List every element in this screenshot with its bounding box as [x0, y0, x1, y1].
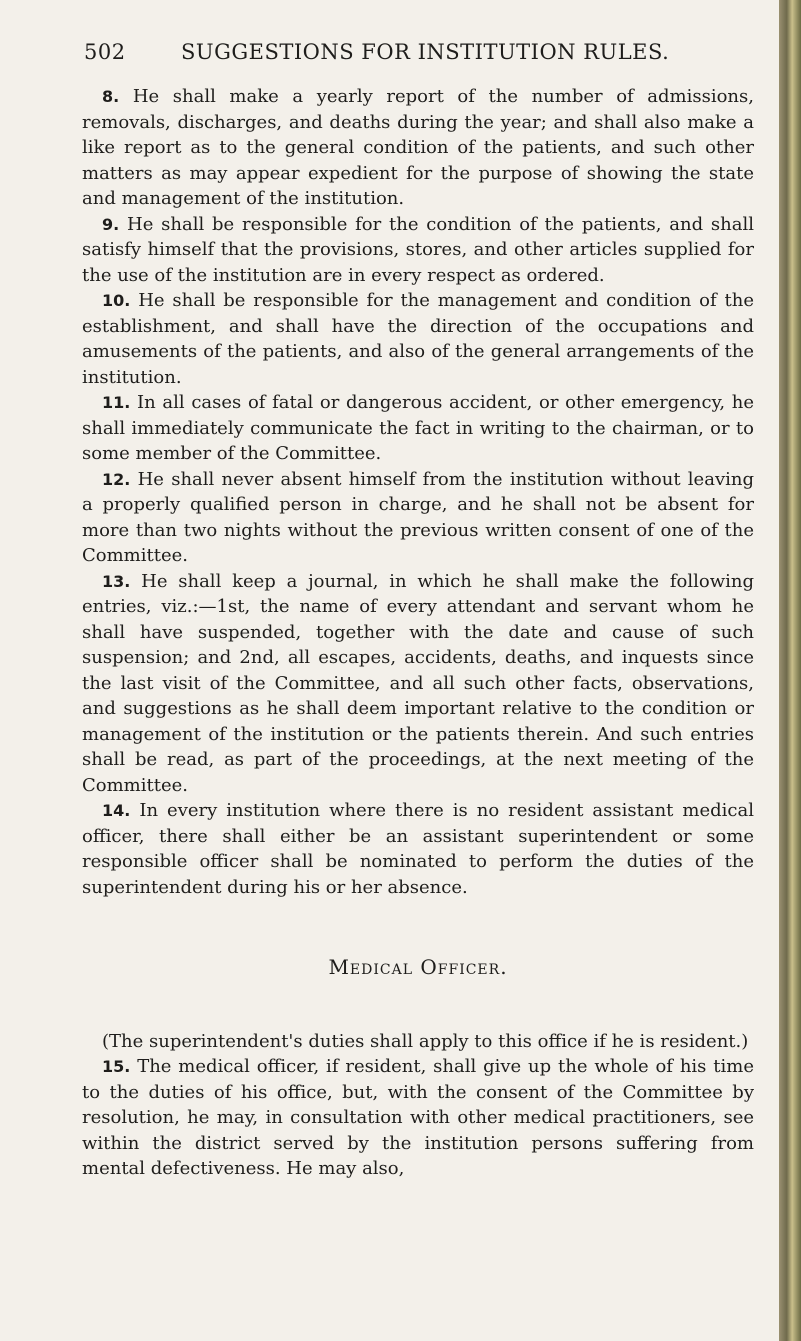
rule-number: 9. — [102, 214, 120, 234]
rule-paragraph — [82, 212, 754, 289]
section-note: (The superintendent's duties shall apply to this office if he is resident.) — [102, 1030, 749, 1052]
rule-text: He shall keep a journal, in which he shall make the following entries, viz.:—1st, the name of every attendant and servant whom he shall have suspended, together with the date and cause of such suspension; and 2nd, all escapes, accidents, deaths, and inquests since the last visit of the Committee, and all such other facts, observations, and suggestions as he shall deem important relative to the condition or management of the institution or the patients therein. And such entries shall be read, as part of the proceedings, at the next meeting of the Committee. — [82, 570, 754, 796]
rule-paragraph — [82, 467, 754, 569]
rule-paragraph — [82, 288, 754, 390]
running-title: SUGGESTIONS FOR INSTITUTION RULES. — [181, 40, 670, 64]
rule-number: 14. — [102, 801, 131, 820]
section-heading: Medical Officer. — [328, 955, 508, 979]
rule-number: 10. — [102, 291, 131, 310]
rule-text: He shall be responsible for the management and condition of the establishment, and shall have the direction of the occupations and amusements of the patients, and also of the general arrangements of the institution. — [82, 290, 754, 388]
rule-paragraph — [82, 798, 754, 900]
rule-text: He shall never absent himself from the institution without leaving a properly qualified person in charge, and he shall not be absent for more than two nights without the previous written consent of one of the Committee. — [82, 468, 754, 566]
rule-number: 13. — [102, 571, 131, 591]
rule-text: In all cases of fatal or dangerous accident, or other emergency, he shall immediately communicate the fact in writing to the chairman, or to some member of the Committee. — [82, 392, 754, 464]
rule-paragraph — [82, 1054, 754, 1182]
page-number: 502 — [84, 40, 126, 64]
rule-paragraph — [82, 569, 754, 799]
rule-number: 11. — [102, 393, 131, 412]
rule-text: The medical officer, if resident, shall give up the whole of his time to the duties of his office, but, with the consent of the Committee by resolution, he may, in consultation with other medical practitioners, see within the district served by the institution persons suffering from mental defectiveness. He may also, — [82, 1056, 754, 1179]
rule-paragraph — [82, 390, 754, 467]
rule-text: He shall be responsible for the condition of the patients, and shall satisfy himself that the provisions, stores, and other articles supplied for the use of the institution are in every respect as ordered. — [82, 213, 754, 286]
page-body — [82, 84, 754, 1182]
page-edge — [779, 0, 801, 1341]
rule-text: He shall make a yearly report of the number of admissions, removals, discharges, and deaths during the year; and shall also make a like report as to the general condition of the patients, and such other matters as may appear expedient for the purpose of showing the state and management of the institution. — [82, 86, 754, 209]
rule-number: 8. — [102, 87, 120, 106]
rule-number: 12. — [102, 469, 131, 489]
rule-paragraph — [82, 84, 754, 212]
rule-text: In every institution where there is no resident assistant medical officer, there shall either be an assistant superintendent or some responsible officer shall be nominated to perform the duties of the superintendent during his or her absence. — [82, 800, 754, 898]
rule-number: 15. — [102, 1057, 131, 1076]
